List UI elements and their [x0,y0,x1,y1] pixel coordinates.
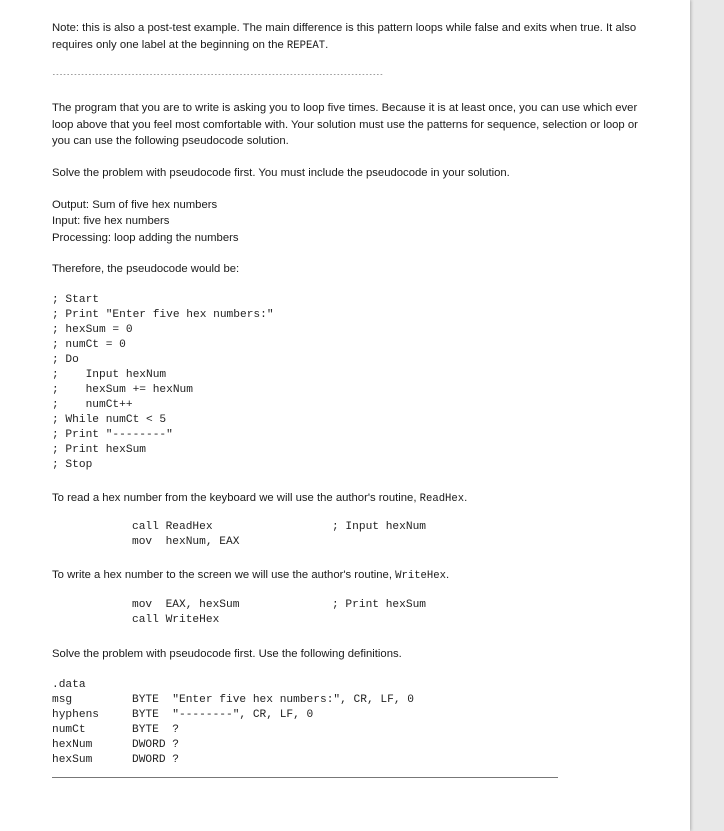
data-section-block [52,678,414,768]
pseudocode-line: ; Do [52,354,79,366]
bottom-rule [52,777,558,778]
pseudocode-line: ; numCt = 0 [52,339,126,351]
data-row: msg BYTE "Enter five hex numbers:", CR, LF, 0 [52,694,414,706]
pseudocode-line: ; While numCt < 5 [52,414,167,426]
dashed-separator: -------------------------------------------------------------------------------------------- [52,71,384,78]
pseudocode-line: ; Stop [52,459,93,471]
data-row: hyphens BYTE "--------", CR, LF, 0 [52,709,314,721]
write-code-line-2: call WriteHex [132,614,220,626]
pseudocode-line: ; numCt++ [52,399,133,411]
solve-instruction-2: Solve the problem with pseudocode first. Use the following definitions. [52,648,402,660]
pseudocode-line: ; hexSum = 0 [52,324,133,336]
readhex-routine: ReadHex [419,493,465,505]
therefore-text: Therefore, the pseudocode would be: [52,263,240,275]
pseudocode-line: ; Start [52,294,99,306]
read-code-block [132,520,452,550]
read-hex-text: To read a hex number from the keyboard we will use the author's routine, ReadHex. [52,492,468,505]
data-row: hexSum DWORD ? [52,754,179,766]
pseudocode-block [52,293,274,473]
write-code-comment: ; Print hexSum [332,599,426,611]
pseudocode-line: ; Print "Enter five hex numbers:" [52,309,274,321]
solve-instruction-1: Solve the problem with pseudocode first. You must include the pseudocode in your solution. [52,167,510,179]
pseudocode-line: ; hexSum += hexNum [52,384,193,396]
note-paragraph: Note: this is also a post-test example. The main difference is this pattern loops while false and exits when true. It also requires only one label at the beginning on the REPEAT. [52,22,637,52]
data-header: .data [52,679,86,691]
data-row: hexNum DWORD ? [52,739,179,751]
repeat-keyword: REPEAT [286,39,326,52]
pseudocode-line: ; Input hexNum [52,369,167,381]
pseudocode-line: ; Print "--------" [52,429,173,441]
read-code-comment: ; Input hexNum [332,521,426,533]
data-row: numCt BYTE ? [52,724,179,736]
writehex-routine: WriteHex [395,570,446,582]
spec-output: Output: Sum of five hex numbers [52,199,218,211]
intro-paragraph: The program that you are to write is asking you to loop five times. Because it is at least once, you can use which ever loop above that you feel most comfortable with. Your solution must use the patterns for sequence, selection or loop or you can use the following pseudocode solution. [52,102,638,147]
write-code-line-1: mov EAX, hexSum [132,599,240,611]
read-code-line-2: mov hexNum, EAX [132,536,240,548]
pseudocode-line: ; Print hexSum [52,444,146,456]
spec-input: Input: five hex numbers [52,215,170,227]
spec-processing: Processing: loop adding the numbers [52,232,239,244]
write-hex-text: To write a hex number to the screen we will use the author's routine, WriteHex. [52,569,450,582]
read-code-line-1: call ReadHex [132,521,213,533]
write-code-block [132,598,452,628]
